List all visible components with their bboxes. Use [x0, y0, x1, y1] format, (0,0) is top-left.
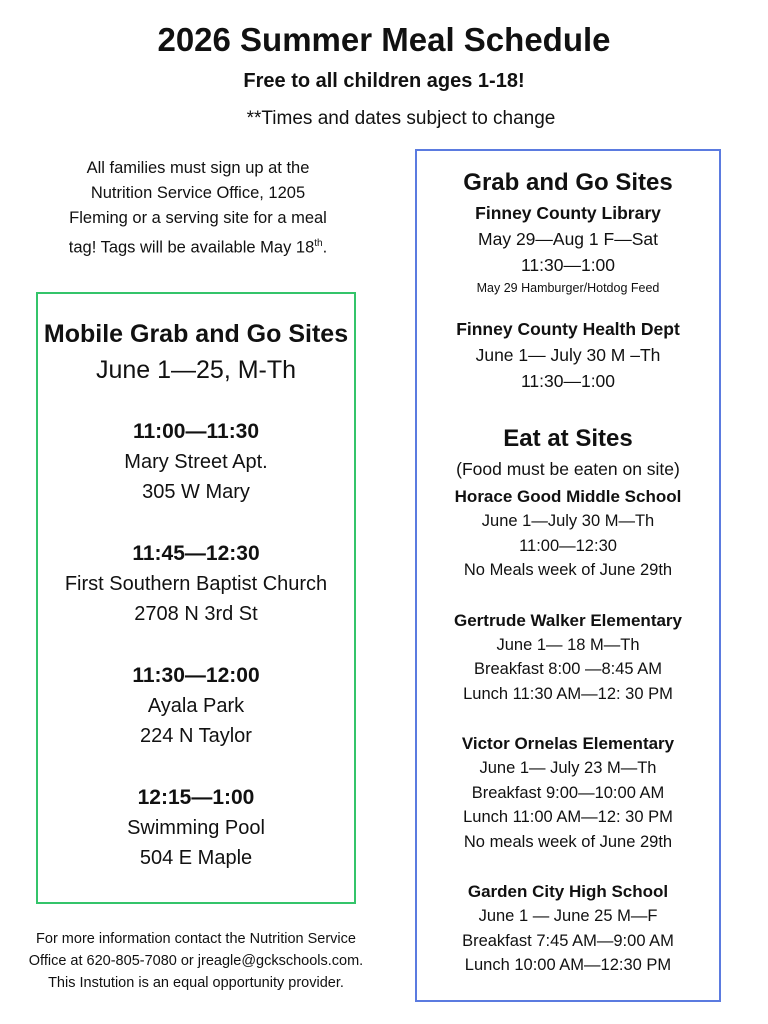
eat-site — [417, 608, 719, 707]
mobile-heading: Mobile Grab and Go Sites — [43, 320, 349, 348]
mobile-slot — [38, 783, 354, 873]
site-line: 11:00—12:30 — [519, 536, 617, 555]
site-name: Victor Ornelas Elementary — [461, 734, 675, 753]
slot-time: 12:15—1:00 — [137, 786, 255, 809]
footer-contact — [0, 928, 392, 994]
site-name: Finney County Library — [475, 203, 661, 223]
slot-time: 11:45—12:30 — [132, 542, 260, 565]
eat-at-subheading: (Food must be eaten on site) — [456, 459, 680, 479]
footer-line: This Instution is an equal opportunity provider. — [48, 975, 344, 991]
site-name: Horace Good Middle School — [454, 487, 682, 506]
eat-site — [417, 879, 719, 978]
site-line: Lunch 11:00 AM—12: 30 PM — [463, 808, 673, 826]
slot-address: 2708 N 3rd St — [134, 603, 258, 625]
slot-address: 224 N Taylor — [140, 725, 252, 747]
footer-line: For more information contact the Nutrition Service — [36, 931, 356, 947]
grab-go-site — [417, 200, 719, 298]
site-line: Breakfast 8:00 —8:45 AM — [473, 660, 663, 678]
fixed-sites-box — [415, 149, 721, 1002]
footer-line: Office at 620-805-7080 or jreagle@gckschools.com. — [28, 953, 364, 969]
mobile-slot — [38, 417, 354, 507]
signup-text: All families must sign up at the Nutrition Service Office, 1205 Fleming or a serving site for a meal tag! Tags will be available May 18 — [68, 159, 327, 257]
site-line: June 1 — June 25 M—F — [478, 907, 658, 925]
slot-address: 504 E Maple — [139, 847, 253, 869]
slot-time: 11:30—12:00 — [132, 664, 260, 687]
site-line: Breakfast 9:00—10:00 AM — [471, 783, 665, 802]
mobile-sites-box — [36, 292, 356, 904]
slot-place: First Southern Baptist Church — [64, 573, 328, 595]
slot-place: Mary Street Apt. — [124, 451, 268, 473]
site-line: June 1— July 23 M—Th — [479, 759, 657, 777]
eat-site — [417, 484, 719, 583]
page-subtitle: Free to all children ages 1-18! — [243, 70, 525, 92]
site-line: Lunch 11:30 AM—12: 30 PM — [463, 684, 673, 703]
slot-place: Swimming Pool — [127, 817, 265, 839]
mobile-slot — [38, 539, 354, 629]
site-line: No Meals week of June 29th — [463, 561, 673, 579]
site-line: June 1—July 30 M—Th — [481, 512, 655, 530]
page-title: 2026 Summer Meal Schedule — [157, 21, 611, 58]
site-line: 11:30—1:00 — [520, 371, 616, 391]
signup-sup: th — [314, 238, 323, 249]
site-line: No meals week of June 29th — [463, 832, 673, 851]
site-line: June 1— 18 M—Th — [496, 635, 640, 654]
slot-time: 11:00—11:30 — [132, 420, 260, 443]
mobile-dates: June 1—25, M-Th — [95, 356, 297, 384]
grab-go-site — [417, 316, 719, 394]
eat-at-heading: Eat at Sites — [503, 425, 633, 452]
mobile-slot — [38, 661, 354, 751]
site-line: May 29—Aug 1 F—Sat — [478, 229, 658, 249]
grab-go-heading: Grab and Go Sites — [463, 169, 673, 196]
site-name: Gertrude Walker Elementary — [453, 610, 682, 630]
slot-address: 305 W Mary — [142, 481, 250, 503]
site-line: Lunch 10:00 AM—12:30 PM — [464, 956, 672, 974]
site-line: June 1— July 30 M –Th — [475, 345, 661, 365]
change-note: **Times and dates subject to change — [246, 108, 556, 129]
slot-place: Ayala Park — [147, 695, 245, 717]
site-name: Garden City High School — [467, 882, 669, 901]
signup-end: . — [322, 238, 328, 257]
eat-site — [417, 731, 719, 854]
site-name: Finney County Health Dept — [456, 319, 680, 339]
site-line: 11:30—1:00 — [520, 255, 616, 275]
site-line: Breakfast 7:45 AM—9:00 AM — [462, 931, 674, 950]
signup-instructions — [64, 156, 332, 261]
site-note: May 29 Hamburger/Hotdog Feed — [476, 281, 660, 295]
